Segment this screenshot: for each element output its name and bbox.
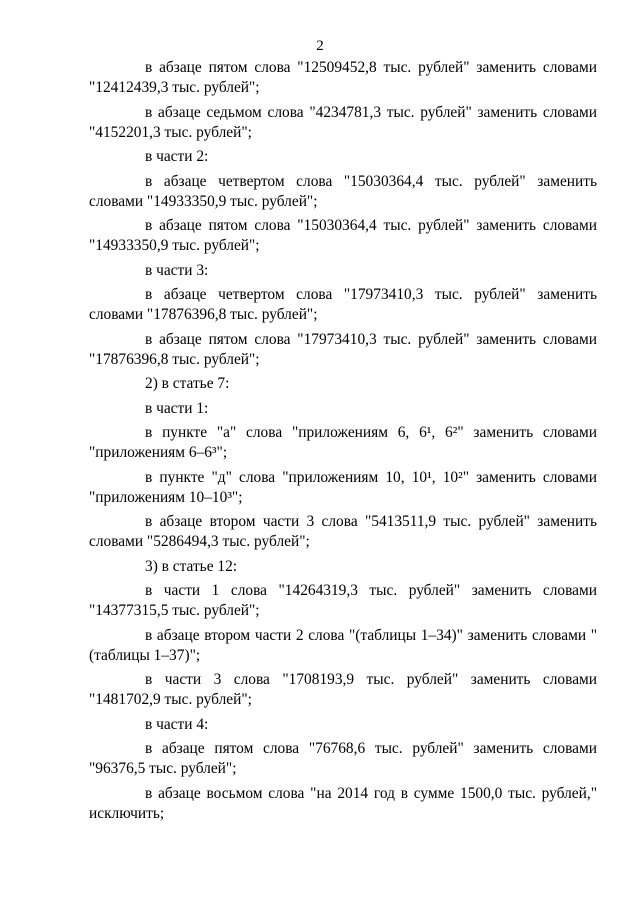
paragraph: в абзаце пятом слова "76768,6 тыс. рублей" заменить словами "96376,5 тыс. рублей"; xyxy=(89,740,597,777)
paragraph: в части 1: xyxy=(145,399,209,417)
paragraph: в пункте "а" слова "приложениям 6, 6¹, 6²" заменить словами "приложениям 6–6³"; xyxy=(89,424,597,461)
paragraph: в абзаце пятом слова "17973410,3 тыс. рублей" заменить словами "17876396,8 тыс. рублей"; xyxy=(89,330,597,368)
paragraph: в части 2: xyxy=(145,148,209,165)
paragraph: в абзаце четвертом слова "15030364,4 тыс. рублей" заменить словами "14933350,9 тыс. рублей"; xyxy=(89,172,597,210)
paragraph: 3) в статье 12: xyxy=(145,557,238,575)
paragraph: в абзаце седьмом слова "4234781,3 тыс. рублей" заменить словами "4152201,3 тыс. рублей"; xyxy=(89,103,597,141)
paragraph: в пункте "д" слова "приложениям 10, 10¹, 10²" заменить словами "приложениям 10–10³"; xyxy=(89,468,597,506)
paragraph: в части 4: xyxy=(145,715,209,733)
paragraph: в абзаце втором части 3 слова "5413511,9 тыс. рублей" заменить словами "5286494,3 тыс. рублей"; xyxy=(89,513,597,550)
paragraph: в части 3 слова "1708193,9 тыс. рублей" заменить словами "1481702,9 тыс. рублей"; xyxy=(89,671,597,708)
page-number: 2 xyxy=(316,38,324,54)
paragraph: в абзаце пятом слова "15030364,4 тыс. рублей" заменить словами "14933350,9 тыс. рублей"; xyxy=(89,217,597,254)
paragraph: в части 1 слова "14264319,3 тыс. рублей" заменить словами "14377315,5 тыс. рублей"; xyxy=(89,582,597,619)
paragraph: в абзаце четвертом слова "17973410,3 тыс. рублей" заменить словами "17876396,8 тыс. рублей"; xyxy=(89,286,597,323)
paragraph: в части 3: xyxy=(145,261,209,279)
paragraph: в абзаце втором части 2 слова "(таблицы 1–34)" заменить словами "(таблицы 1–37)"; xyxy=(89,626,597,664)
paragraph: в абзаце пятом слова "12509452,8 тыс. рублей" заменить словами "12412439,3 тыс. рублей"; xyxy=(89,59,597,96)
document-body xyxy=(89,58,597,828)
paragraph: в абзаце восьмом слова "на 2014 год в сумме 1500,0 тыс. рублей," исключить; xyxy=(89,784,597,822)
paragraph: 2) в статье 7: xyxy=(145,375,230,392)
